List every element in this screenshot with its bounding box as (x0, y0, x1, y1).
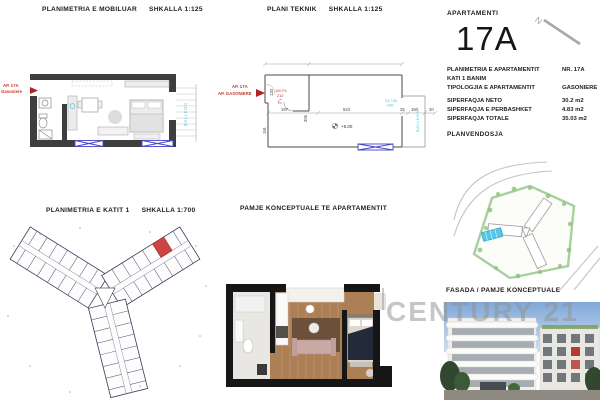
brand-watermark: CENTURY 21 (386, 296, 579, 327)
detail-row-totale (447, 115, 600, 124)
window-label-line1: D1 130 (385, 99, 398, 103)
balcony-3d (374, 293, 386, 310)
elevation-marker-icon (332, 123, 337, 128)
rug (108, 110, 122, 124)
fridge (276, 326, 288, 338)
detail-value: NR. 17A (562, 67, 585, 73)
bedroom-furniture (98, 81, 169, 139)
detail-row-kati (447, 75, 600, 84)
north-arrow-label: N (532, 14, 545, 27)
key-plan-scale: SHKALLA 1:700 (141, 207, 196, 214)
highlighted-unit-facade (571, 347, 580, 356)
technical-plan-title-text: PLANI TEKNIK (267, 6, 317, 13)
technical-plan-drawing (215, 56, 440, 170)
wing-upright (102, 227, 200, 308)
concept-view-title-text: PAMJE KONCEPTUALE TE APARTAMENTIT (240, 205, 388, 212)
furnished-plan-title-text: PLANIMETRIA E MOBILUAR (42, 6, 138, 13)
door-label-line2: 210 (277, 94, 284, 98)
balcony-label: BALLKON (415, 110, 420, 132)
furnished-plan-title (42, 6, 203, 13)
detail-label: SIPERFAQJA NETO (447, 98, 502, 104)
bed-3d (348, 314, 374, 367)
technical-plan-scale: SHKALLA 1:125 (328, 6, 383, 13)
concept-render (226, 280, 392, 400)
furnished-plan-drawing (0, 56, 200, 168)
north-arrow-line (544, 20, 580, 44)
detail-value (562, 75, 600, 84)
key-plan-title (46, 207, 195, 214)
entry-arrow-icon (256, 89, 265, 97)
detail-row-neto (447, 97, 600, 106)
detail-label: SIPERFAQJA E PERBASHKET (447, 107, 532, 113)
detail-label: KATI 1 BANIM (447, 76, 487, 82)
dim-edge: 20 (429, 107, 434, 112)
detail-value: 4.83 m2 (562, 107, 584, 113)
coffee-table (309, 323, 319, 333)
pendant-lamp (306, 305, 314, 313)
door-label-line1: 100 P1 (275, 89, 288, 93)
detail-label: PLANIMETRIA E APARTAMENTIT (447, 67, 540, 73)
dim-room-width: 523 (343, 107, 350, 112)
concept-view-title (240, 205, 387, 212)
entry-label: AP. 17A (3, 83, 19, 88)
detail-value: 30.2 m2 (562, 98, 584, 104)
entry-sublabel: Gasoniere (1, 89, 23, 94)
dim-balcony-width: 150 (411, 107, 418, 112)
detail-value: GASONIERE (562, 85, 598, 91)
dim-interior: 306 (303, 115, 308, 122)
entry-label: AP. 17A (232, 84, 248, 89)
bathroom-fixtures (39, 98, 52, 139)
key-plan-drawing (0, 216, 215, 400)
north-arrow-icon (524, 6, 596, 50)
tv-unit (98, 127, 128, 135)
detail-row-perbashket (447, 106, 600, 115)
apartment-heading: APARTAMENTI (447, 10, 499, 17)
door-swing-icon (278, 99, 282, 103)
detail-label: TIPOLOGJIA E APARTAMENTIT (447, 85, 536, 91)
wing-down (88, 299, 147, 397)
building-wings (10, 227, 200, 398)
balcony-outline (402, 96, 425, 147)
window-label-line2: 240 (387, 103, 394, 108)
dim-wall: 25 (400, 107, 405, 112)
facade-title-text: FASADA / PAMJE KONCEPTUALE (446, 287, 561, 294)
dim-left-top: 120 (269, 89, 274, 96)
siteplan-drawing (452, 158, 600, 290)
dim-bath-width: 197 (281, 107, 288, 112)
key-plan-title-text: PLANIMETRIA E KATIT 1 (46, 207, 130, 214)
kitchen-cabinets (286, 288, 344, 302)
dim-left-bottom: 191 (262, 127, 267, 134)
ground (444, 390, 600, 400)
kitchen-furniture (68, 81, 112, 130)
apartment-number: 17A (456, 20, 518, 57)
entry-arrow-icon (30, 87, 38, 94)
detail-label: SIPERFAQJA TOTALE (447, 116, 509, 122)
detail-row-tipologjia (447, 84, 600, 93)
entry-sublabel: AP. GASONIERE (218, 91, 252, 96)
detail-value: 35.03 m2 (562, 116, 587, 122)
apartment-details (447, 66, 600, 124)
balcony-label: BALLKON (183, 102, 188, 126)
siteplan-heading: PLANVENDOSJA (447, 131, 504, 138)
pouf (366, 369, 374, 377)
sofa (292, 338, 336, 356)
window-icon (358, 144, 393, 150)
bed-bench (134, 134, 160, 139)
top-dim-line (263, 62, 404, 66)
technical-plan-title (267, 6, 383, 13)
elevation-label: +5.00 (341, 124, 353, 129)
wing-upleft (10, 227, 108, 308)
furnished-plan-scale: SHKALLA 1:125 (149, 6, 203, 13)
entrance (480, 382, 506, 390)
detail-row-planimetria (447, 66, 600, 75)
